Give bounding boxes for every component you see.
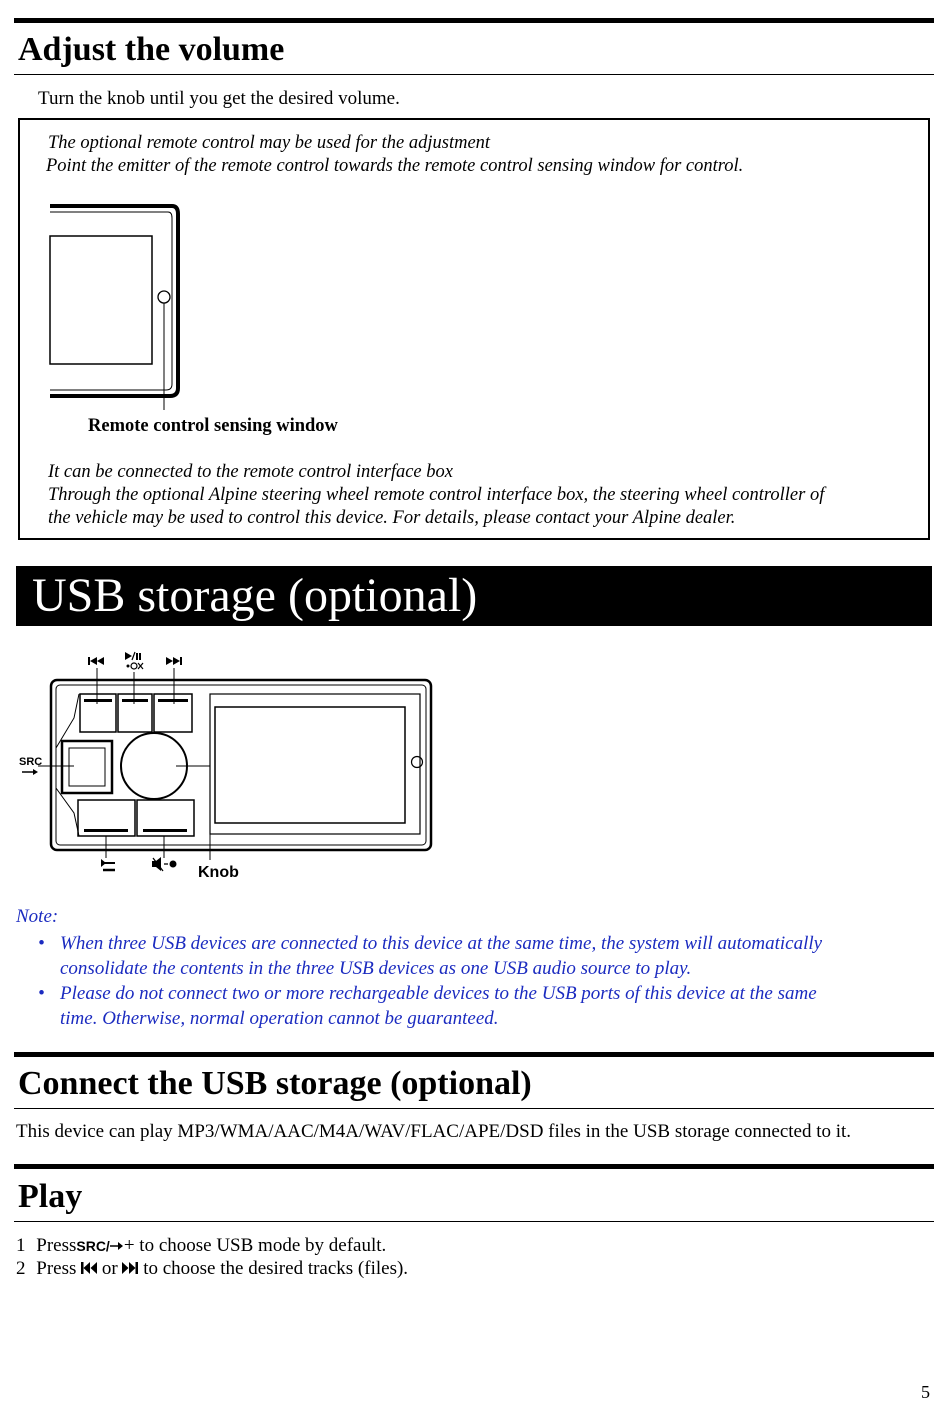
note-label: Note: <box>16 906 59 927</box>
step-2-post: to choose the desired tracks (files). <box>143 1258 409 1279</box>
step-1-pre: Press <box>36 1235 77 1256</box>
src-key-label: SRC/ <box>76 1238 110 1254</box>
note-box-line-5: the vehicle may be used to control this device. For details, please contact your Alpine dealer. <box>48 508 736 528</box>
step-1 <box>16 1234 386 1258</box>
note-box-line-1: The optional remote control may be used for the adjustment <box>48 133 491 153</box>
sensing-window-label: Remote control sensing window <box>88 416 338 436</box>
step-2-number: 2 <box>16 1258 26 1279</box>
play-pause-icon <box>125 652 143 669</box>
prev-track-inline-icon <box>81 1261 97 1275</box>
sensor-window-icon <box>412 757 423 768</box>
step-2-pre: Press <box>36 1258 77 1279</box>
step-1-post: + to choose USB mode by default. <box>123 1235 387 1256</box>
src-icon <box>22 769 38 775</box>
next-track-icon <box>166 657 182 665</box>
bullet-dot-2: • <box>38 983 45 1004</box>
step-1-number: 1 <box>16 1235 26 1256</box>
step-2-mid: or <box>101 1258 118 1279</box>
note-bullet-2-line-1: Please do not connect two or more rechargeable devices to the USB ports of this device at the same <box>60 983 817 1004</box>
section-title-play: Play <box>18 1178 83 1215</box>
remote-control-note-box <box>18 118 930 540</box>
sensor-circle-icon <box>158 291 170 303</box>
section-title-connect-usb: Connect the USB storage (optional) <box>18 1065 532 1102</box>
step-2 <box>16 1257 408 1280</box>
banner-title: USB storage (optional) <box>32 569 478 622</box>
knob-label: Knob <box>198 864 239 881</box>
note-bullet-1-line-1: When three USB devices are connected to this device at the same time, the system will automatically <box>60 933 823 954</box>
device-front-panel-diagram <box>14 648 454 888</box>
usb-storage-banner <box>16 566 932 626</box>
next-track-inline-icon <box>122 1261 138 1275</box>
play-top-rule <box>14 1164 934 1169</box>
prev-track-icon <box>88 657 104 665</box>
src-label: SRC <box>19 756 43 768</box>
note-box-line-2: Point the emitter of the remote control towards the remote control sensing window for control. <box>46 156 744 176</box>
remote-sensing-window-illustration <box>48 200 208 415</box>
connect-text: This device can play MP3/WMA/AAC/M4A/WAV/FLAC/APE/DSD files in the USB storage connected to it. <box>16 1121 852 1142</box>
adjust-instruction: Turn the knob until you get the desired volume. <box>38 88 400 109</box>
connect-title-underline <box>14 1108 934 1109</box>
note-box-line-3: It can be connected to the remote control interface box <box>48 462 453 482</box>
back-icon <box>101 859 115 870</box>
note-box-line-4: Through the optional Alpine steering wheel remote control interface box, the steering wheel controller of <box>48 485 825 505</box>
play-title-underline <box>14 1221 934 1222</box>
note-bullet-1-line-2: consolidate the contents in the three USB devices as one USB audio source to play. <box>60 958 692 979</box>
connect-top-rule <box>14 1052 934 1057</box>
section-title-adjust-volume: Adjust the volume <box>18 31 285 68</box>
src-arrow-icon <box>110 1240 124 1252</box>
top-rule <box>14 18 934 23</box>
bullet-dot-1: • <box>38 933 45 954</box>
page-number: 5 <box>921 1382 930 1402</box>
mute-icon <box>152 857 177 871</box>
note-bullet-2-line-2: time. Otherwise, normal operation cannot be guaranteed. <box>60 1008 499 1029</box>
title-underline <box>14 74 934 75</box>
